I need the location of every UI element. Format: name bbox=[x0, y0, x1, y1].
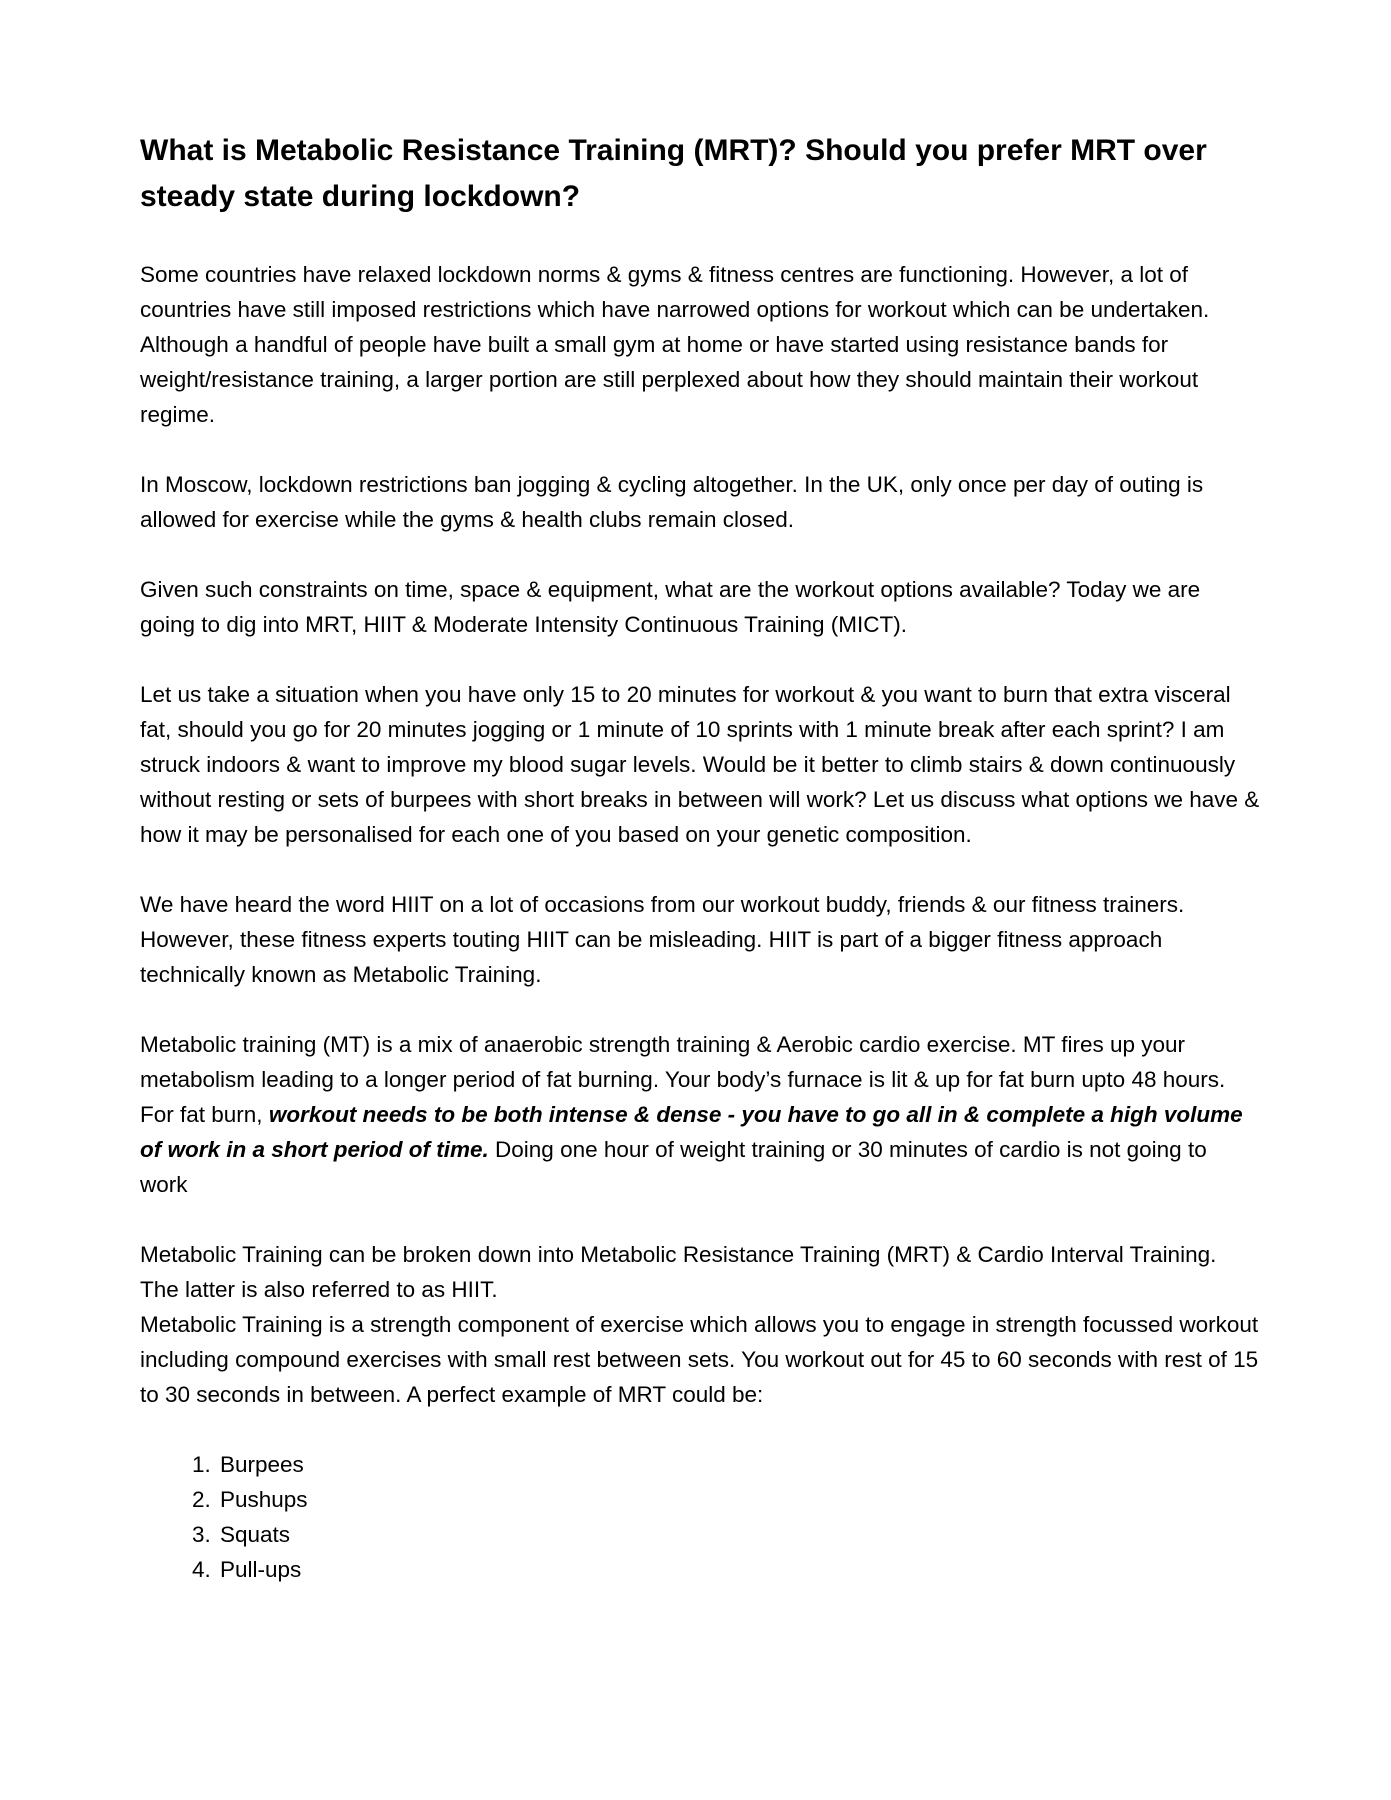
paragraph-moscow-uk: In Moscow, lockdown restrictions ban jogging & cycling altogether. In the UK, only once per day of outing is allowed for exercise while the gyms & health clubs remain closed. bbox=[140, 472, 1204, 532]
list-item-pullups: 4. Pull-ups bbox=[217, 1552, 1260, 1587]
text-run-normal: Doing one hour of weight training or 30 minutes of cardio is not going to work bbox=[140, 1137, 1207, 1197]
document-title: What is Metabolic Resistance Training (MRT)? Should you prefer MRT over steady state during lockdown? bbox=[140, 134, 1207, 213]
paragraph-mrt-breakdown: Metabolic Training can be broken down into Metabolic Resistance Training (MRT) & Cardio Interval Training. The latter is also referred to as HIIT. bbox=[140, 1242, 1217, 1302]
text-run-normal: Metabolic training (MT) is a mix of anaerobic strength training & Aerobic cardio exercise. MT fires up your metabolism leading to a longer period of fat burning. Your body’s furnace is lit & up for fat burn upto 48 hours. For fat burn, bbox=[140, 1032, 1226, 1127]
text-run-bold-italic: workout needs to be both intense & dense - you have to go all in & complete a high volume of work in a short period of time. bbox=[140, 1102, 1243, 1162]
list-item-burpees: 1. Burpees bbox=[217, 1447, 1260, 1482]
paragraph-mrt-strength: Metabolic Training is a strength component of exercise which allows you to engage in strength focussed workout including compound exercises with small rest between sets. You workout out for 45 to 60 seconds with rest of 15 to 30 seconds in between. A perfect example of MRT could be: bbox=[140, 1312, 1259, 1407]
mrt-exercise-list bbox=[140, 1447, 1260, 1587]
paragraph-situation: Let us take a situation when you have only 15 to 20 minutes for workout & you want to burn that extra visceral fat, should you go for 20 minutes jogging or 1 minute of 10 sprints with 1 minute break after each sprint? I am struck indoors & want to improve my blood sugar levels. Would be it better to climb stairs & down continuously without resting or sets of burpees with short breaks in between will work? Let us discuss what options we have & how it may be personalised for each one of you based on your genetic composition. bbox=[140, 682, 1260, 847]
list-item-pushups: 2. Pushups bbox=[217, 1482, 1260, 1517]
paragraph-metabolic-training bbox=[140, 1027, 1260, 1202]
paragraph-lockdown-norms: Some countries have relaxed lockdown norms & gyms & fitness centres are functioning. However, a lot of countries have still imposed restrictions which have narrowed options for workout which can be undertaken. Although a handful of people have built a small gym at home or have started using resistance bands for weight/resistance training, a larger portion are still perplexed about how they should maintain their workout regime. bbox=[140, 262, 1210, 427]
paragraph-hiit-word: We have heard the word HIIT on a lot of occasions from our workout buddy, friends & our fitness trainers. However, these fitness experts touting HIIT can be misleading. HIIT is part of a bigger fitness approach technically known as Metabolic Training. bbox=[140, 892, 1185, 987]
paragraph-constraints: Given such constraints on time, space & equipment, what are the workout options available? Today we are going to dig into MRT, HIIT & Moderate Intensity Continuous Training (MICT). bbox=[140, 577, 1201, 637]
list-item-squats: 3. Squats bbox=[217, 1517, 1260, 1552]
